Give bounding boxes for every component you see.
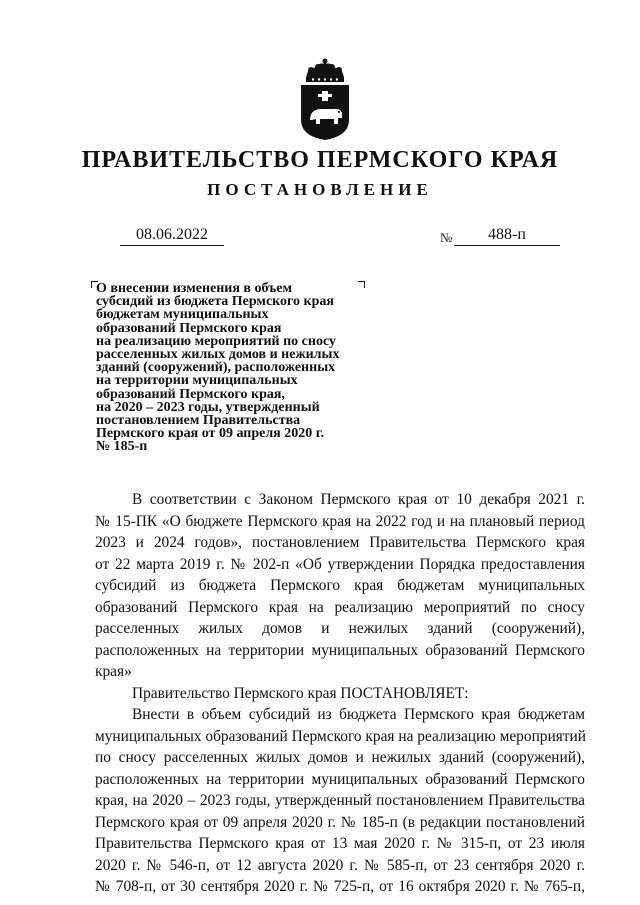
body-line: края, на 2020 – 2023 годы, утвержденный постановлением Правительства bbox=[95, 792, 585, 809]
subject-line: № 185-п bbox=[96, 439, 148, 455]
document-subject bbox=[96, 282, 396, 454]
body-line: Внести в объем субсидий из бюджета Пермского края бюджетам bbox=[132, 706, 585, 723]
body-line: 2023 и 2024 годов», постановлением Правительства Пермского края bbox=[95, 534, 585, 551]
body-line: № 708-п, от 30 сентября 2020 г. № 725-п, от 16 октября 2020 г. № 765-п, bbox=[95, 878, 585, 895]
document-body bbox=[95, 489, 585, 898]
subject-line: образований Пермского края, bbox=[96, 386, 285, 402]
subject-line: на территории муниципальных bbox=[96, 373, 298, 389]
subject-line: Пермского края от 09 апреля 2020 г. bbox=[96, 426, 325, 442]
subject-line: постановлением Правительства bbox=[96, 413, 301, 429]
document-type: ПОСТАНОВЛЕНИЕ bbox=[207, 180, 433, 199]
body-line: края» bbox=[95, 663, 132, 680]
body-line: образований Пермского края на реализацию мероприятий по сносу bbox=[95, 598, 585, 616]
subject-line: зданий (сооружений), расположенных bbox=[96, 360, 336, 376]
coat-of-arms-icon bbox=[296, 58, 354, 142]
body-line: от 22 марта 2019 г. № 202-п «Об утверждении Порядка предоставления bbox=[95, 555, 585, 573]
body-line: 2020 г. № 546-п, от 12 августа 2020 г. № 585-п, от 23 сентября 2020 г. bbox=[95, 856, 585, 874]
body-line: субсидий из бюджета Пермского края бюджетам муниципальных bbox=[95, 577, 585, 594]
body-line: Пермского края от 09 апреля 2020 г. № 185-п (в редакции постановлений bbox=[95, 813, 585, 831]
subject-line: субсидий из бюджета Пермского края bbox=[96, 294, 334, 310]
number-sign: № bbox=[440, 230, 453, 245]
body-line: расселенных жилых домов и нежилых зданий (сооружений), bbox=[95, 620, 585, 637]
body-line: расположенных на территории муниципальных образований Пермского bbox=[95, 641, 585, 659]
body-line: В соответствии с Законом Пермского края от 10 декабря 2021 г. bbox=[132, 491, 585, 508]
body-line: расположенных на территории муниципальных образований Пермского bbox=[95, 770, 585, 788]
document-date: 08.06.2022 bbox=[120, 226, 224, 246]
body-line: № 15-ПК «О бюджете Пермского края на 2022 год и на плановый период bbox=[95, 512, 585, 530]
body-line: муниципальных образований Пермского края на реализацию мероприятий bbox=[95, 727, 587, 745]
subject-line: бюджетам муниципальных bbox=[96, 307, 269, 323]
subject-line: расселенных жилых домов и нежилых bbox=[96, 347, 340, 363]
subject-line: образований Пермского края bbox=[96, 320, 282, 336]
subject-line: на реализацию мероприятий по сносу bbox=[96, 333, 336, 349]
body-line: Правительства Пермского края от 13 мая 2020 г. № 315-п, от 23 июля bbox=[95, 835, 585, 852]
subject-line: на 2020 – 2023 годы, утвержденный bbox=[96, 399, 320, 415]
body-line: по сносу расселенных жилых домов и нежилых зданий (сооружений), bbox=[95, 749, 585, 766]
government-title: ПРАВИТЕЛЬСТВО ПЕРМСКОГО КРАЯ bbox=[81, 147, 559, 173]
subject-line: О внесении изменения в объем bbox=[96, 281, 293, 296]
body-line: Правительство Пермского края ПОСТАНОВЛЯЕТ: bbox=[132, 684, 469, 702]
document-number: 488-п bbox=[454, 226, 560, 246]
